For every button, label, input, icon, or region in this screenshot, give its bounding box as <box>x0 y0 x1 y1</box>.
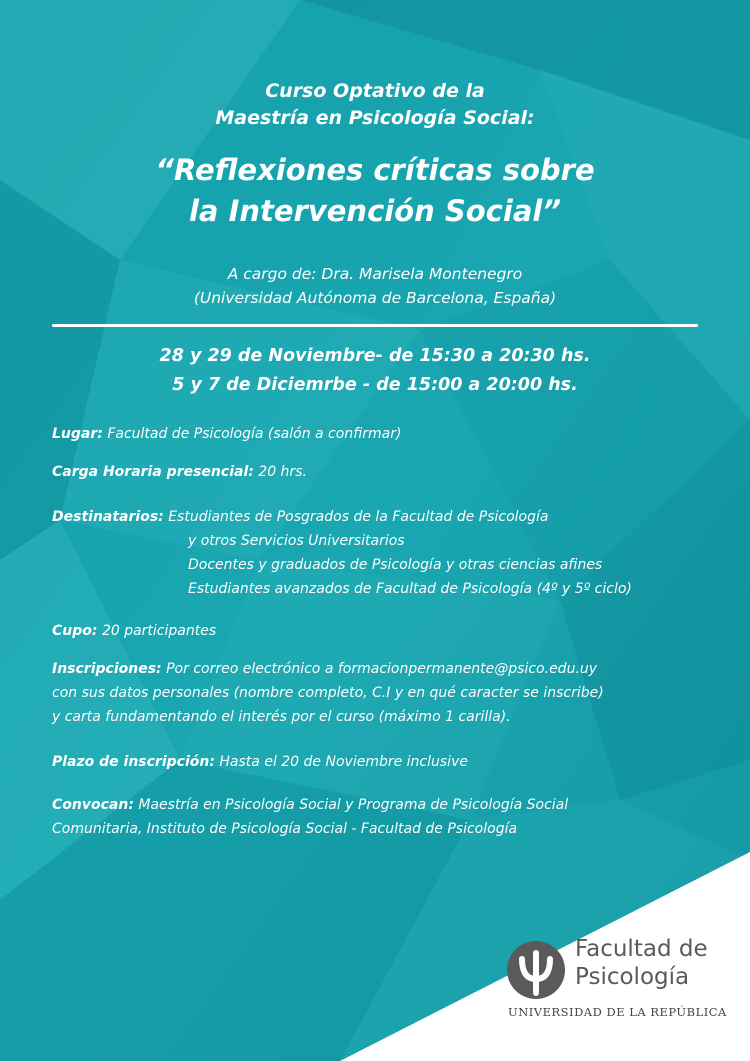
inscripciones-section <box>52 657 742 729</box>
destinatarios-line-1: Estudiantes de Posgrados de la Facultad de Psicología <box>168 509 549 525</box>
lugar-value: Facultad de Psicología (salón a confirmar) <box>107 426 402 442</box>
logo-name-line-1: Facultad de <box>575 936 708 962</box>
lecturer-line-2: (Universidad Autónoma de Barcelona, España) <box>193 289 557 307</box>
title-line-1: “Reflexiones críticas sobre <box>155 153 595 187</box>
convocan-label: Convocan: <box>52 797 134 813</box>
plazo-value: Hasta el 20 de Noviembre inclusive <box>219 754 468 770</box>
destinatarios-line-3: Docentes y graduados de Psicología y otras ciencias afines <box>188 557 603 573</box>
inscripciones-label: Inscripciones: <box>52 661 162 677</box>
logo-name-line-2: Psicología <box>575 964 690 990</box>
subtitle-line-1: Curso Optativo de la <box>265 80 485 102</box>
convocan-section <box>52 793 742 841</box>
carga-section <box>52 460 742 484</box>
destinatarios-label: Destinatarios: <box>52 509 164 525</box>
destinatarios-section <box>52 505 742 601</box>
convocan-line-1: Maestría en Psicología Social y Programa de Psicología Social <box>138 797 569 813</box>
plazo-label: Plazo de inscripción: <box>52 754 215 770</box>
cupo-section <box>52 619 742 643</box>
subtitle-line-2: Maestría en Psicología Social: <box>215 107 535 129</box>
psi-logo-icon <box>505 939 567 1001</box>
carga-value: 20 hrs. <box>258 464 307 480</box>
convocan-line-2: Comunitaria, Instituto de Psicología Social - Facultad de Psicología <box>52 821 518 837</box>
lecturer <box>0 262 750 310</box>
course-subtitle <box>0 78 750 132</box>
inscripciones-line-3: y carta fundamentando el interés por el curso (máximo 1 carilla). <box>52 709 511 725</box>
logo-name <box>575 935 708 991</box>
course-dates <box>0 342 750 400</box>
lugar-label: Lugar: <box>52 426 103 442</box>
carga-label: Carga Horaria presencial: <box>52 464 254 480</box>
course-title <box>0 150 750 232</box>
dates-line-1: 28 y 29 de Noviembre- de 15:30 a 20:30 hs. <box>159 346 591 366</box>
dates-line-2: 5 y 7 de Diciemrbe - de 15:00 a 20:00 hs. <box>172 375 578 395</box>
cupo-value: 20 participantes <box>101 623 217 639</box>
cupo-label: Cupo: <box>52 623 98 639</box>
divider <box>52 324 698 327</box>
faculty-logo <box>505 935 735 1025</box>
destinatarios-line-4: Estudiantes avanzados de Facultad de Psicología (4º y 5º ciclo) <box>188 581 632 597</box>
lecturer-line-1: A cargo de: Dra. Marisela Montenegro <box>227 265 523 283</box>
logo-university: UNIVERSIDAD DE LA REPÚBLICA <box>508 1005 727 1019</box>
lugar-section <box>52 422 742 446</box>
plazo-section <box>52 750 742 774</box>
inscripciones-line-1: Por correo electrónico a formacionpermanente@psico.edu.uy <box>166 661 598 677</box>
destinatarios-line-2: y otros Servicios Universitarios <box>188 533 405 549</box>
inscripciones-line-2: con sus datos personales (nombre completo, C.I y en qué caracter se inscribe) <box>52 685 604 701</box>
title-line-2: la Intervención Social” <box>188 194 561 228</box>
